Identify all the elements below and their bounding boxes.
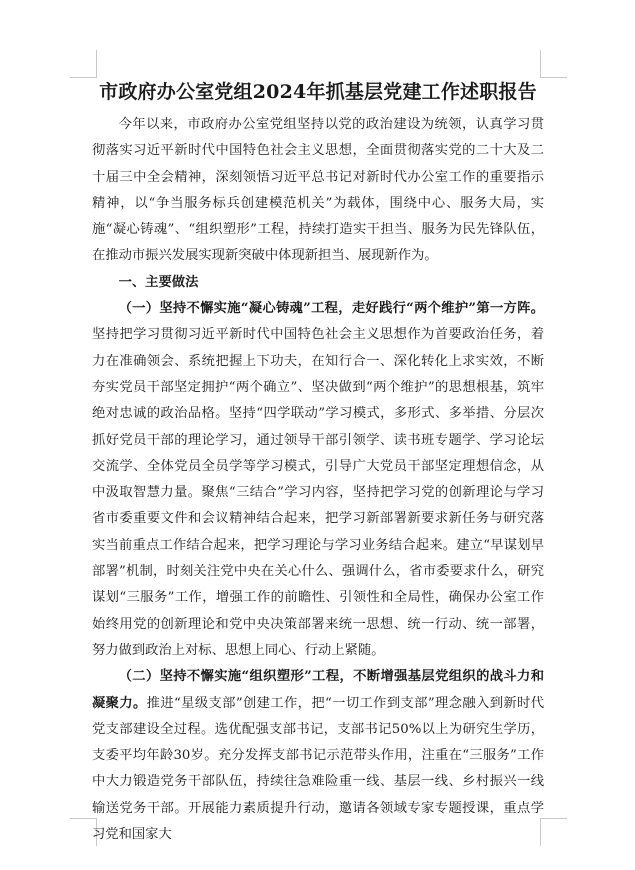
crop-mark-top-right [540, 77, 567, 78]
subsection-1-paragraph [92, 296, 544, 664]
crop-mark-top-right [540, 50, 541, 78]
subsection-1-body: 坚持把学习贯彻习近平新时代中国特色社会主义思想作为首要政治任务，着力在准确领会、系统把握上下功夫，在知行合一、深化转化上求实效，不断夯实党员干部坚定拥护“两个确立”、坚决做到“两个维护”的思想根基，筑牢绝对忠诚的政治品格。坚持“四学联动”学习模式，多形式、多举措、分层次抓好党员干部的理论学习，通过领导干部引领学、读书班专题学、学习论坛交流学、全体党员全员学等学习模式，引导广大党员干部坚定理想信念，从中汲取智慧力量。聚焦“三结合”学习内容，坚持把学习党的创新理论与学习省市委重要文件和会议精神结合起来，把学习新部署新要求新任务与研究落实当前重点工作结合起来，把学习理论与学习业务结合起来。建立“早谋划早部署”机制，时刻关注党中央在关心什么、强调什么，省市委要求什么，研究谋划“三服务”工作，增强工作的前瞻性、引领性和全局性，确保办公室工作始终用党的创新理论和党中央决策部署来统一思想、统一行动、统一部署，努力做到政治上对标、思想上同心、行动上紧随。 [92, 327, 544, 658]
subsection-2-paragraph [92, 664, 544, 848]
crop-mark-bottom-right [540, 818, 567, 819]
intro-paragraph: 今年以来，市政府办公室党组坚持以党的政治建设为统领，认真学习贯彻落实习近平新时代中国特色社会主义思想，全面贯彻落实党的二十大及二十届三中全会精神，深刻领悟习近平总书记对新时代办公室工作的重要指示精神，以“争当服务标兵创建模范机关”为载体，围绕中心、服务大局，实施“凝心铸魂”、“组织塑形”工程，持续打造实干担当、服务为民先锋队伍，在推动市振兴发展实现新突破中体现新担当、展现新作为。 [92, 117, 544, 264]
subsection-2-heading: （二）坚持不懈实施“组织塑形”工程，不断增强基层党组织的战斗力和凝聚力。 [92, 669, 544, 711]
section-heading-main-practices: 一、主要做法 [118, 274, 199, 290]
crop-mark-top-left [96, 50, 97, 78]
document-body [92, 76, 544, 848]
document-title: 市政府办公室党组2024年抓基层党建工作述职报告 [99, 81, 537, 103]
subsection-2-body: 推进“星级支部”创建工作，把“一切工作到支部”理念融入到新时代党支部建设全过程。选优配强支部书记，支部书记50%以上为研究生学历，支委平均年龄30岁。充分发挥支部书记示范带头作用，注重在“三服务”工作中大力锻造党务干部队伍，持续往急难险重一线、基层一线、乡村振兴一线输送党务干部。开展能力素质提升行动，邀请各领域专家专题授课，重点学习党和国家大 [92, 695, 544, 843]
subsection-1-heading: （一）坚持不懈实施“凝心铸魂”工程，走好践行“两个维护”第一方阵。 [118, 301, 544, 317]
